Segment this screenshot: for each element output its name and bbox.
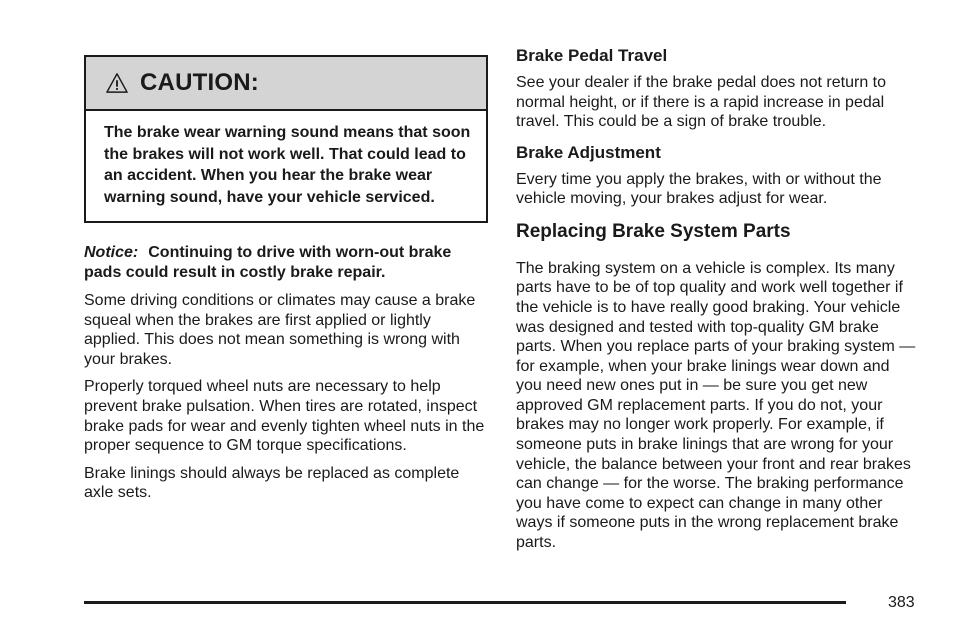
paragraph-brake-linings: Brake linings should always be replaced as complete axle sets. xyxy=(84,464,460,502)
footer-rule xyxy=(84,601,846,604)
notice-label: Notice: xyxy=(84,244,139,261)
paragraph-brake-adjustment: Every time you apply the brakes, with or without the vehicle moving, your brakes adjust for wear. xyxy=(516,170,882,208)
heading-brake-adjustment: Brake Adjustment xyxy=(516,142,661,162)
left-column xyxy=(84,55,488,503)
warning-triangle-icon xyxy=(106,72,128,94)
notice-text: Continuing to drive with worn-out brake pads could result in costly brake repair. xyxy=(84,244,452,281)
heading-brake-pedal-travel: Brake Pedal Travel xyxy=(516,46,668,65)
paragraph-brake-pedal-travel: See your dealer if the brake pedal does not return to normal height, or if there is a rapid increase in pedal travel. This could be a sign of brake trouble. xyxy=(516,74,887,131)
heading-replacing-brake-parts: Replacing Brake System Parts xyxy=(516,220,791,242)
paragraph-wheel-nuts: Properly torqued wheel nuts are necessary to help prevent brake pulsation. When tires are rotated, inspect brake pads for wear and evenly tighten wheel nuts in the proper sequence to GM torque specifications. xyxy=(84,378,485,455)
right-column xyxy=(516,46,916,553)
paragraph-replacing-brake-parts: The braking system on a vehicle is complex. Its many parts have to be of top quality and work well together if the vehicle is to have really good braking. Your vehicle was designed and tested with top-quality GM brake parts. When you replace parts of your braking system — for example, when your brake linings wear down and you need new ones put in — be sure you get new approved GM replacement parts. If you do not, your brakes may no longer work properly. For example, if someone puts in brake linings that are wrong for your vehicle, the balance between your front and rear brakes can change — for the worse. The braking performance you have come to expect can change in many other ways if someone puts in the wrong replacement brake parts. xyxy=(516,259,916,552)
caution-text: The brake wear warning sound means that soon the brakes will not work well. That could lead to an accident. When you hear the brake wear warning sound, have your vehicle serviced. xyxy=(104,124,471,206)
caution-title: CAUTION: xyxy=(140,69,259,96)
page-number: 383 xyxy=(888,594,915,611)
notice xyxy=(84,243,488,283)
paragraph-brake-squeal: Some driving conditions or climates may cause a brake squeal when the brakes are first applied or lightly applied. This does not mean something is wrong with your brakes. xyxy=(84,292,476,368)
caution-box xyxy=(84,55,488,223)
caution-header xyxy=(86,57,486,111)
